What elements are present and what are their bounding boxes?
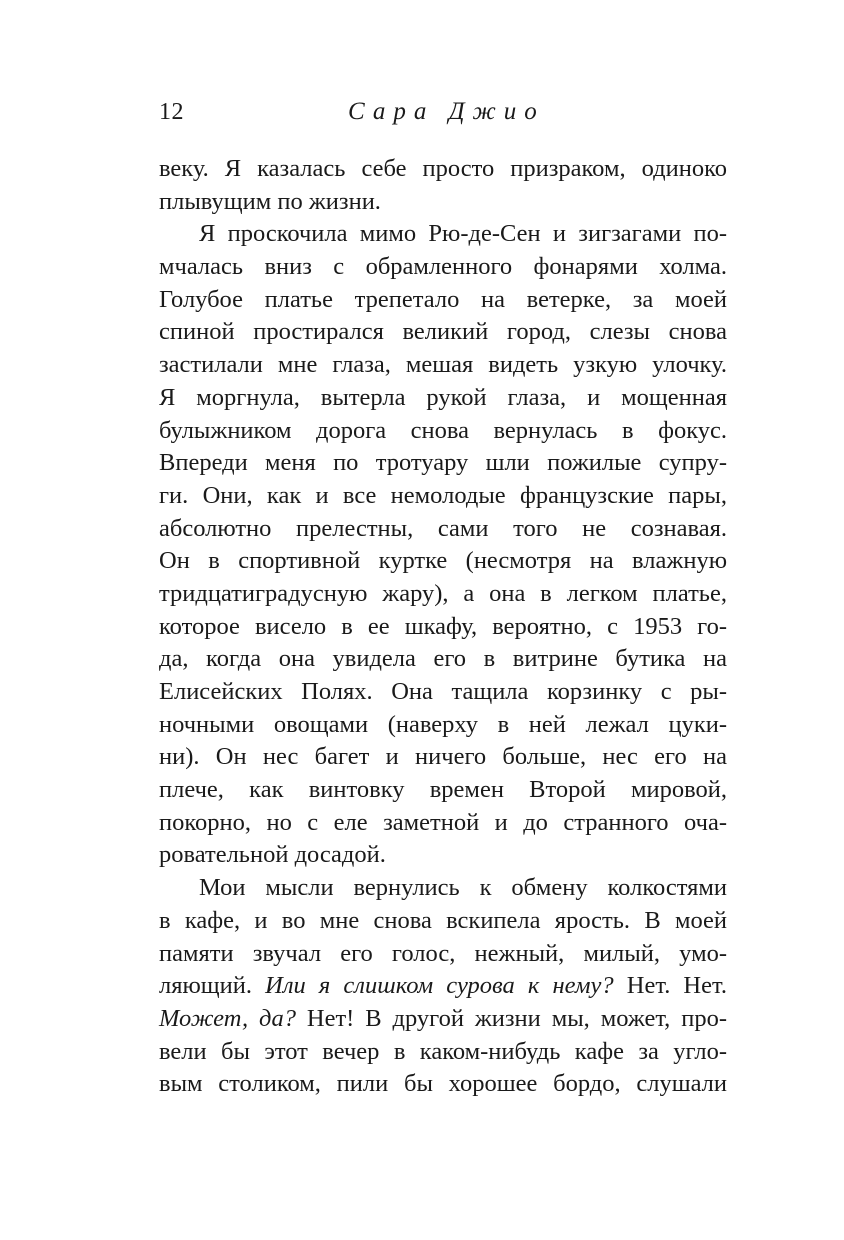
- body-text: [159, 153, 727, 1101]
- text-line: веку. Я казалась себе просто призраком, одиноко: [159, 155, 727, 182]
- text-line: которое висело в ее шкафу, вероятно, с 1953 го-: [159, 612, 727, 640]
- paragraph-first-line: Я проскочила мимо Рю-де-Сен и зигзагами по-: [199, 220, 727, 248]
- running-head: [159, 94, 727, 130]
- text-line: Голубое платье трепетало на ветерке, за моей: [159, 285, 727, 313]
- text-line: Может, да? Нет! В другой жизни мы, может, про-: [159, 1004, 727, 1032]
- text-line: да, когда она увидела его в витрине бутика на: [159, 645, 727, 673]
- text-line: Он в спортивной куртке (несмотря на влажную: [159, 547, 727, 575]
- text-line: плече, как винтовку времен Второй мировой,: [159, 776, 727, 804]
- text-line: вели бы этот вечер в каком-нибудь кафе за угло-: [159, 1037, 727, 1065]
- text-line: абсолютно прелестны, сами того не сознавая.: [159, 514, 727, 542]
- paragraph-first-line: Мои мысли вернулись к обмену колкостями: [199, 874, 727, 902]
- text-line: Елисейских Полях. Она тащила корзинку с ры-: [159, 678, 727, 705]
- italic-phrase: Или я слишком сурова к нему?: [265, 972, 614, 1000]
- text-line: плывущим по жизни.: [159, 187, 381, 215]
- text-line: мчалась вниз с обрамленного фонарями холма.: [159, 253, 727, 281]
- text-line: памяти звучал его голос, нежный, милый, умо-: [159, 939, 727, 967]
- text-line: ровательной досадой.: [159, 841, 386, 869]
- italic-phrase: Может, да?: [159, 1004, 296, 1032]
- text-line: спиной простирался великий город, слезы снова: [159, 318, 727, 346]
- text-line: ни). Он нес багет и ничего больше, нес его на: [159, 743, 727, 771]
- text-line: ночными овощами (наверху в ней лежал цуки-: [159, 710, 727, 738]
- text-line: ляющий. Или я слишком сурова к нему? Нет. Нет.: [159, 972, 727, 1000]
- text-line: ги. Они, как и все немолодые французские пары,: [159, 481, 727, 509]
- text-line: Я моргнула, вытерла рукой глаза, и мощенная: [159, 383, 727, 411]
- author-name: Сара Джио: [348, 98, 545, 125]
- text-line: в кафе, и во мне снова вскипела ярость. В моей: [159, 906, 727, 934]
- text-line: тридцатиградусную жару), а она в легком платье,: [159, 579, 727, 607]
- text-line: булыжником дорога снова вернулась в фокус.: [159, 416, 727, 444]
- text-line: покорно, но с еле заметной и до странного оча-: [159, 808, 727, 836]
- text-line: вым столиком, пили бы хорошее бордо, слушали: [159, 1070, 727, 1098]
- text-line: Впереди меня по тротуару шли пожилые супру-: [159, 449, 727, 477]
- text-line: застилали мне глаза, мешая видеть узкую улочку.: [159, 351, 727, 379]
- page-number: 12: [159, 99, 184, 125]
